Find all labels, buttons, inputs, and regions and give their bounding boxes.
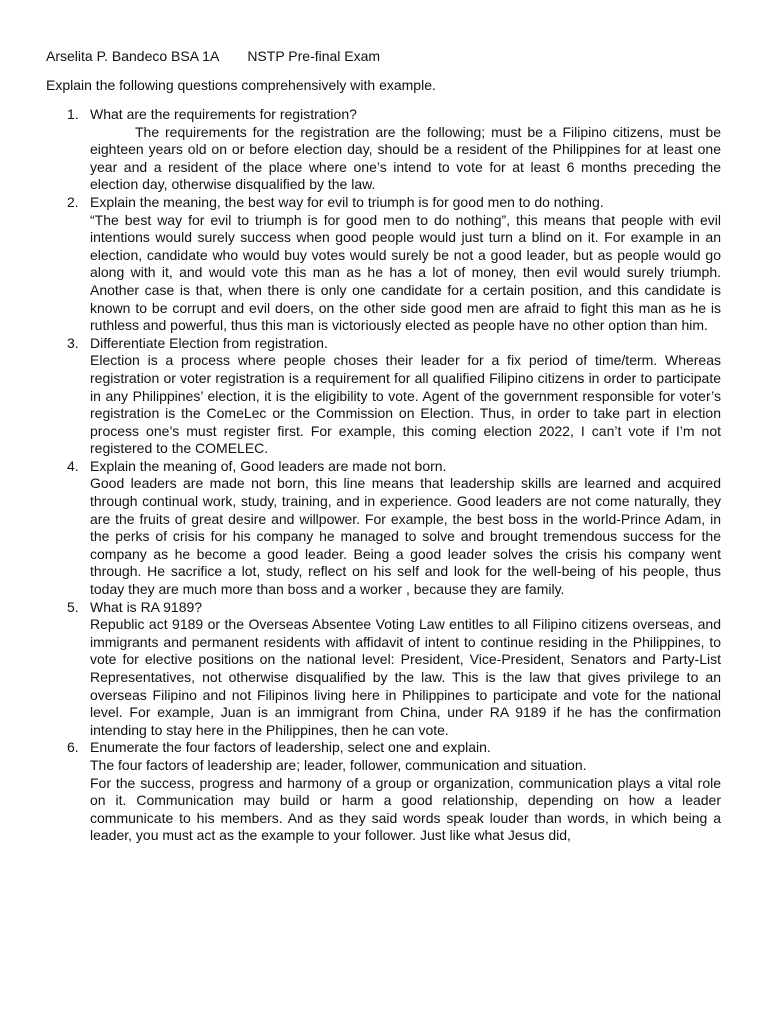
question-item [67, 194, 721, 335]
question-item [67, 458, 721, 599]
question-number: 2. [67, 193, 79, 210]
document-header [46, 48, 380, 66]
answer-paragraph: The requirements for the registration are the following; must be a Filipino citizens, must be eighteen years old on or before election day, should be a resident of the Philippines for at least one year and a resident of the place where one’s intend to vote for at least 6 months preceding the election day, otherwise disqualified by the law. [90, 123, 721, 193]
answer-paragraph: The four factors of leadership are; leader, follower, communication and situation. [90, 756, 587, 773]
question-item [67, 599, 721, 740]
student-name: Arselita P. Bandeco BSA 1A [46, 48, 220, 64]
answer-paragraph: Election is a process where people choses their leader for a fix period of time/term. Whereas registration or voter registration is a requirement for all qualified Filipino citizens in order to participate in any Philippines’ election, it is the eligibility to vote. Agent of the government responsible for voter’s registration is the ComeLec or the Commission on Election. Thus, in order to take part in election process one’s must register first. For example, this coming election 2022, I can’t vote if I’m not registered to the COMELEC. [90, 352, 721, 457]
question-number: 3. [67, 334, 79, 351]
question-list [67, 106, 721, 845]
question-number: 1. [67, 106, 79, 122]
question-text: Enumerate the four factors of leadership, select one and explain. [90, 739, 491, 756]
answer-paragraph: For the success, progress and harmony of a group or organization, communication plays a vital role on it. Communication may build or harm a good relationship, depending on how a leader communicate to his members. And as they said words speak louder than words, in which being a leader, you must act as the example to your follower. Just like what Jesus did, [90, 774, 721, 844]
question-text: Explain the meaning of, Good leaders are made not born. [90, 457, 447, 474]
question-item [67, 335, 721, 458]
question-text: Explain the meaning, the best way for evil to triumph is for good men to do nothing. [90, 193, 604, 210]
answer-paragraph: Republic act 9189 or the Overseas Absentee Voting Law entitles to all Filipino citizens overseas, and immigrants and permanent residents with affidavit of intent to continue residing in the Philippines, to vote for elective positions on the national level: President, Vice-President, Senators and Party-List Representatives, not otherwise disqualified by the law. This is the law that gives privilege to an overseas Filipino and not Filipinos living here in Philippines to participate and vote for the national level. For example, Juan is an immigrant from China, under RA 9189 if he has the confirmation intending to stay here in the Philippines, then he can vote. [90, 616, 721, 738]
question-number: 6. [67, 739, 79, 756]
answer-paragraph: “The best way for evil to triumph is for good men to do nothing”, this means that people with evil intentions would surely success when good people would just turn a blind on it. For example in an election, candidate who would buy votes would surely be not a good leader, but as people would go along with it, and would vote this man as he has a lot of money, then evil would surely triumph. Another case is that, when there is only one candidate for a certain position, and this candidate is known to be corrupt and evil doers, on the other side good men are afraid to fight this man as he is ruthless and powerful, thus this man is victoriously elected as people have no other option than him. [90, 211, 721, 334]
question-text: Differentiate Election from registration. [90, 334, 328, 351]
answer-paragraph: Good leaders are made not born, this line means that leadership skills are learned and acquired through continual work, study, training, and in experience. Good leaders are not come naturally, they are the fruits of great desire and willpower. For example, the best boss in the world-Prince Adam, in the perks of crisis for his company he managed to solve and brought tremendous success for the company as he become a good leader. Being a good leader solves the crisis his company went through. He sacrifice a lot, study, reflect on his self and look for the well-being of his people, thus today they are much more than boss and a worker , because they are family. [90, 475, 721, 598]
question-text: What are the requirements for registration? [90, 106, 357, 122]
question-text: What is RA 9189? [90, 598, 203, 615]
question-item [67, 106, 721, 194]
instruction-text: Explain the following questions comprehensively with example. [46, 77, 436, 93]
question-item [67, 739, 721, 845]
exam-title: NSTP Pre-final Exam [247, 48, 381, 64]
question-number: 5. [67, 598, 79, 615]
question-number: 4. [67, 457, 79, 474]
